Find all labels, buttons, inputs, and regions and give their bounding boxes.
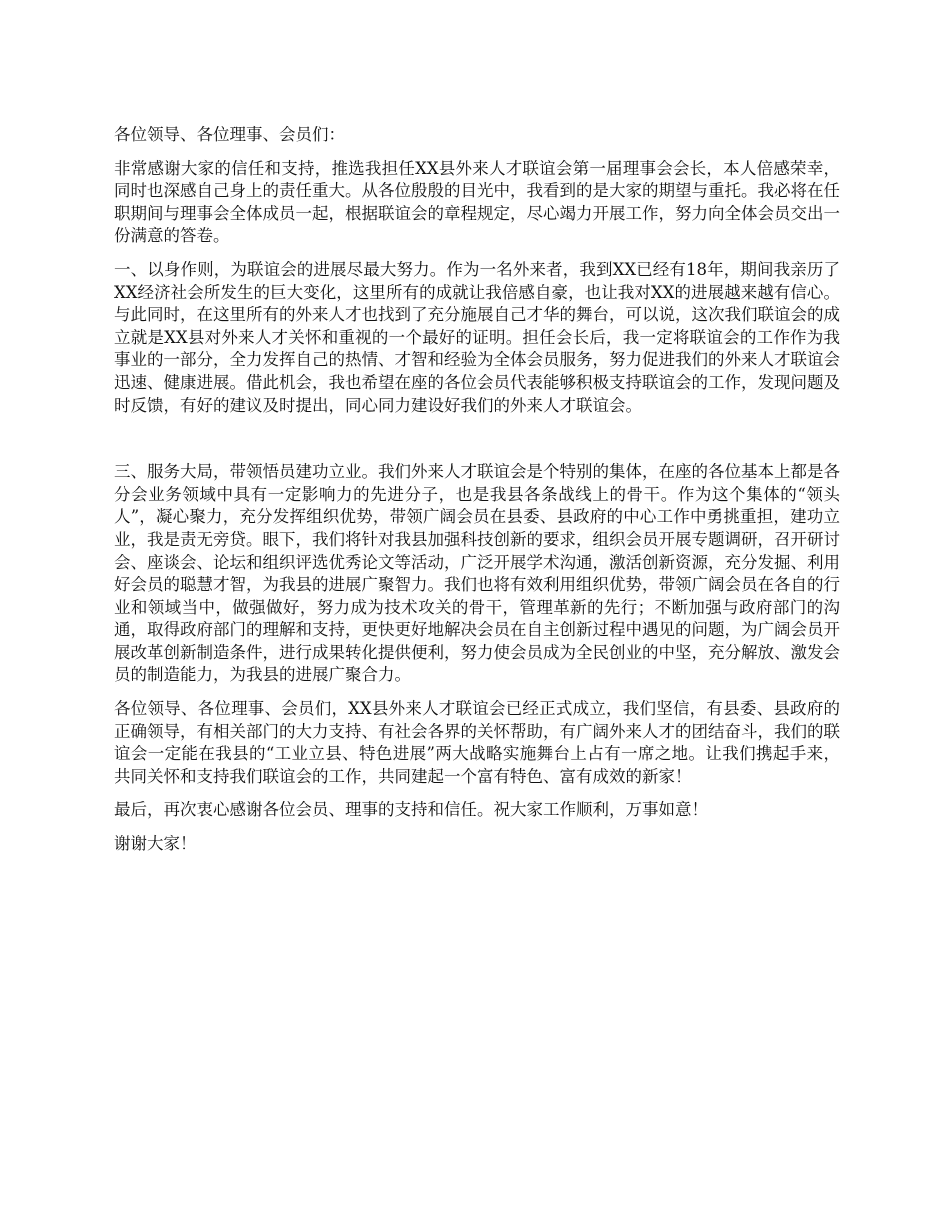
greeting: 各位领导、各位理事、会员们： — [114, 125, 345, 144]
paragraph-opening: 非常感谢大家的信任和支持，推选我担任XX县外来人才联谊会第一届理事会会长，本人倍感荣幸，同时也深感自己身上的责任重大。从各位殷殷的目光中，我看到的是大家的期望与重托。我必将在任职期间与理事会全体成员一起，根据联谊会的章程规定，尽心竭力开展工作，努力向全体会员交出一份满意的答卷。 — [114, 158, 840, 246]
document-body — [114, 124, 840, 867]
paragraph-thanks: 最后，再次衷心感谢各位会员、理事的支持和信任。祝大家工作顺利，万事如意！ — [114, 800, 708, 820]
paragraph-conclusion: 各位领导、各位理事、会员们，XX县外来人才联谊会已经正式成立，我们坚信，有县委、县政府的正确领导，有相关部门的大力支持、有社会各界的关怀帮助，有广阔外来人才的团结奋斗，我们的联谊会一定能在我县的“工业立县、特色进展”两大战略实施舞台上占有一席之地。让我们携起手来，共同关怀和支持我们联谊会的工作，共同建起一个富有特色、富有成效的新家！ — [114, 699, 840, 786]
closing: 谢谢大家！ — [114, 834, 197, 854]
paragraph-section-one: 一、以身作则，为联谊会的进展尽最大努力。作为一名外来者，我到XX已经有18年，期间我亲历了XX经济社会所发生的巨大变化，这里所有的成就让我倍感自豪，也让我对XX的进展越来越有信心。与此同时，在这里所有的外来人才也找到了充分施展自己才华的舞台，可以说，这次我们联谊会的成立就是XX县对外来人才关怀和重视的一个最好的证明。担任会长后，我一定将联谊会的工作作为我事业的一部分，全力发挥自己的热情、才智和经验为全体会员服务，努力促进我们的外来人才联谊会迅速、健康进展。借此机会，我也希望在座的各位会员代表能够积极支持联谊会的工作，发现问题及时反馈，有好的建议及时提出，同心同力建设好我们的外来人才联谊会。 — [114, 259, 840, 415]
paragraph-section-three: 三、服务大局，带领悟员建功立业。我们外来人才联谊会是个特别的集体，在座的各位基本上都是各分会业务领域中具有一定影响力的先进分子，也是我县各条战线上的骨干。作为这个集体的“领头人”，凝心聚力，充分发挥组织优势，带领广阔会员在县委、县政府的中心工作中勇挑重担，建功立业，我是责无旁贷。眼下，我们将针对我县加强科技创新的要求，组织会员开展专题调研，召开研讨会、座谈会、论坛和组织评选优秀论文等活动，广泛开展学术沟通，激活创新资源，充分发掘、利用好会员的聪慧才智，为我县的进展广聚智力。我们也将有效利用组织优势，带领广阔会员在各自的行业和领域当中，做强做好，努力成为技术攻关的骨干，管理革新的先行；不断加强与政府部门的沟通，取得政府部门的理解和支持，更快更好地解决会员在自主创新过程中遇见的问题，为广阔会员开展改革创新制造条件，进行成果转化提供便利，努力使会员成为全民创业的中坚，充分解放、激发会员的制造能力，为我县的进展广聚合力。 — [114, 462, 840, 685]
